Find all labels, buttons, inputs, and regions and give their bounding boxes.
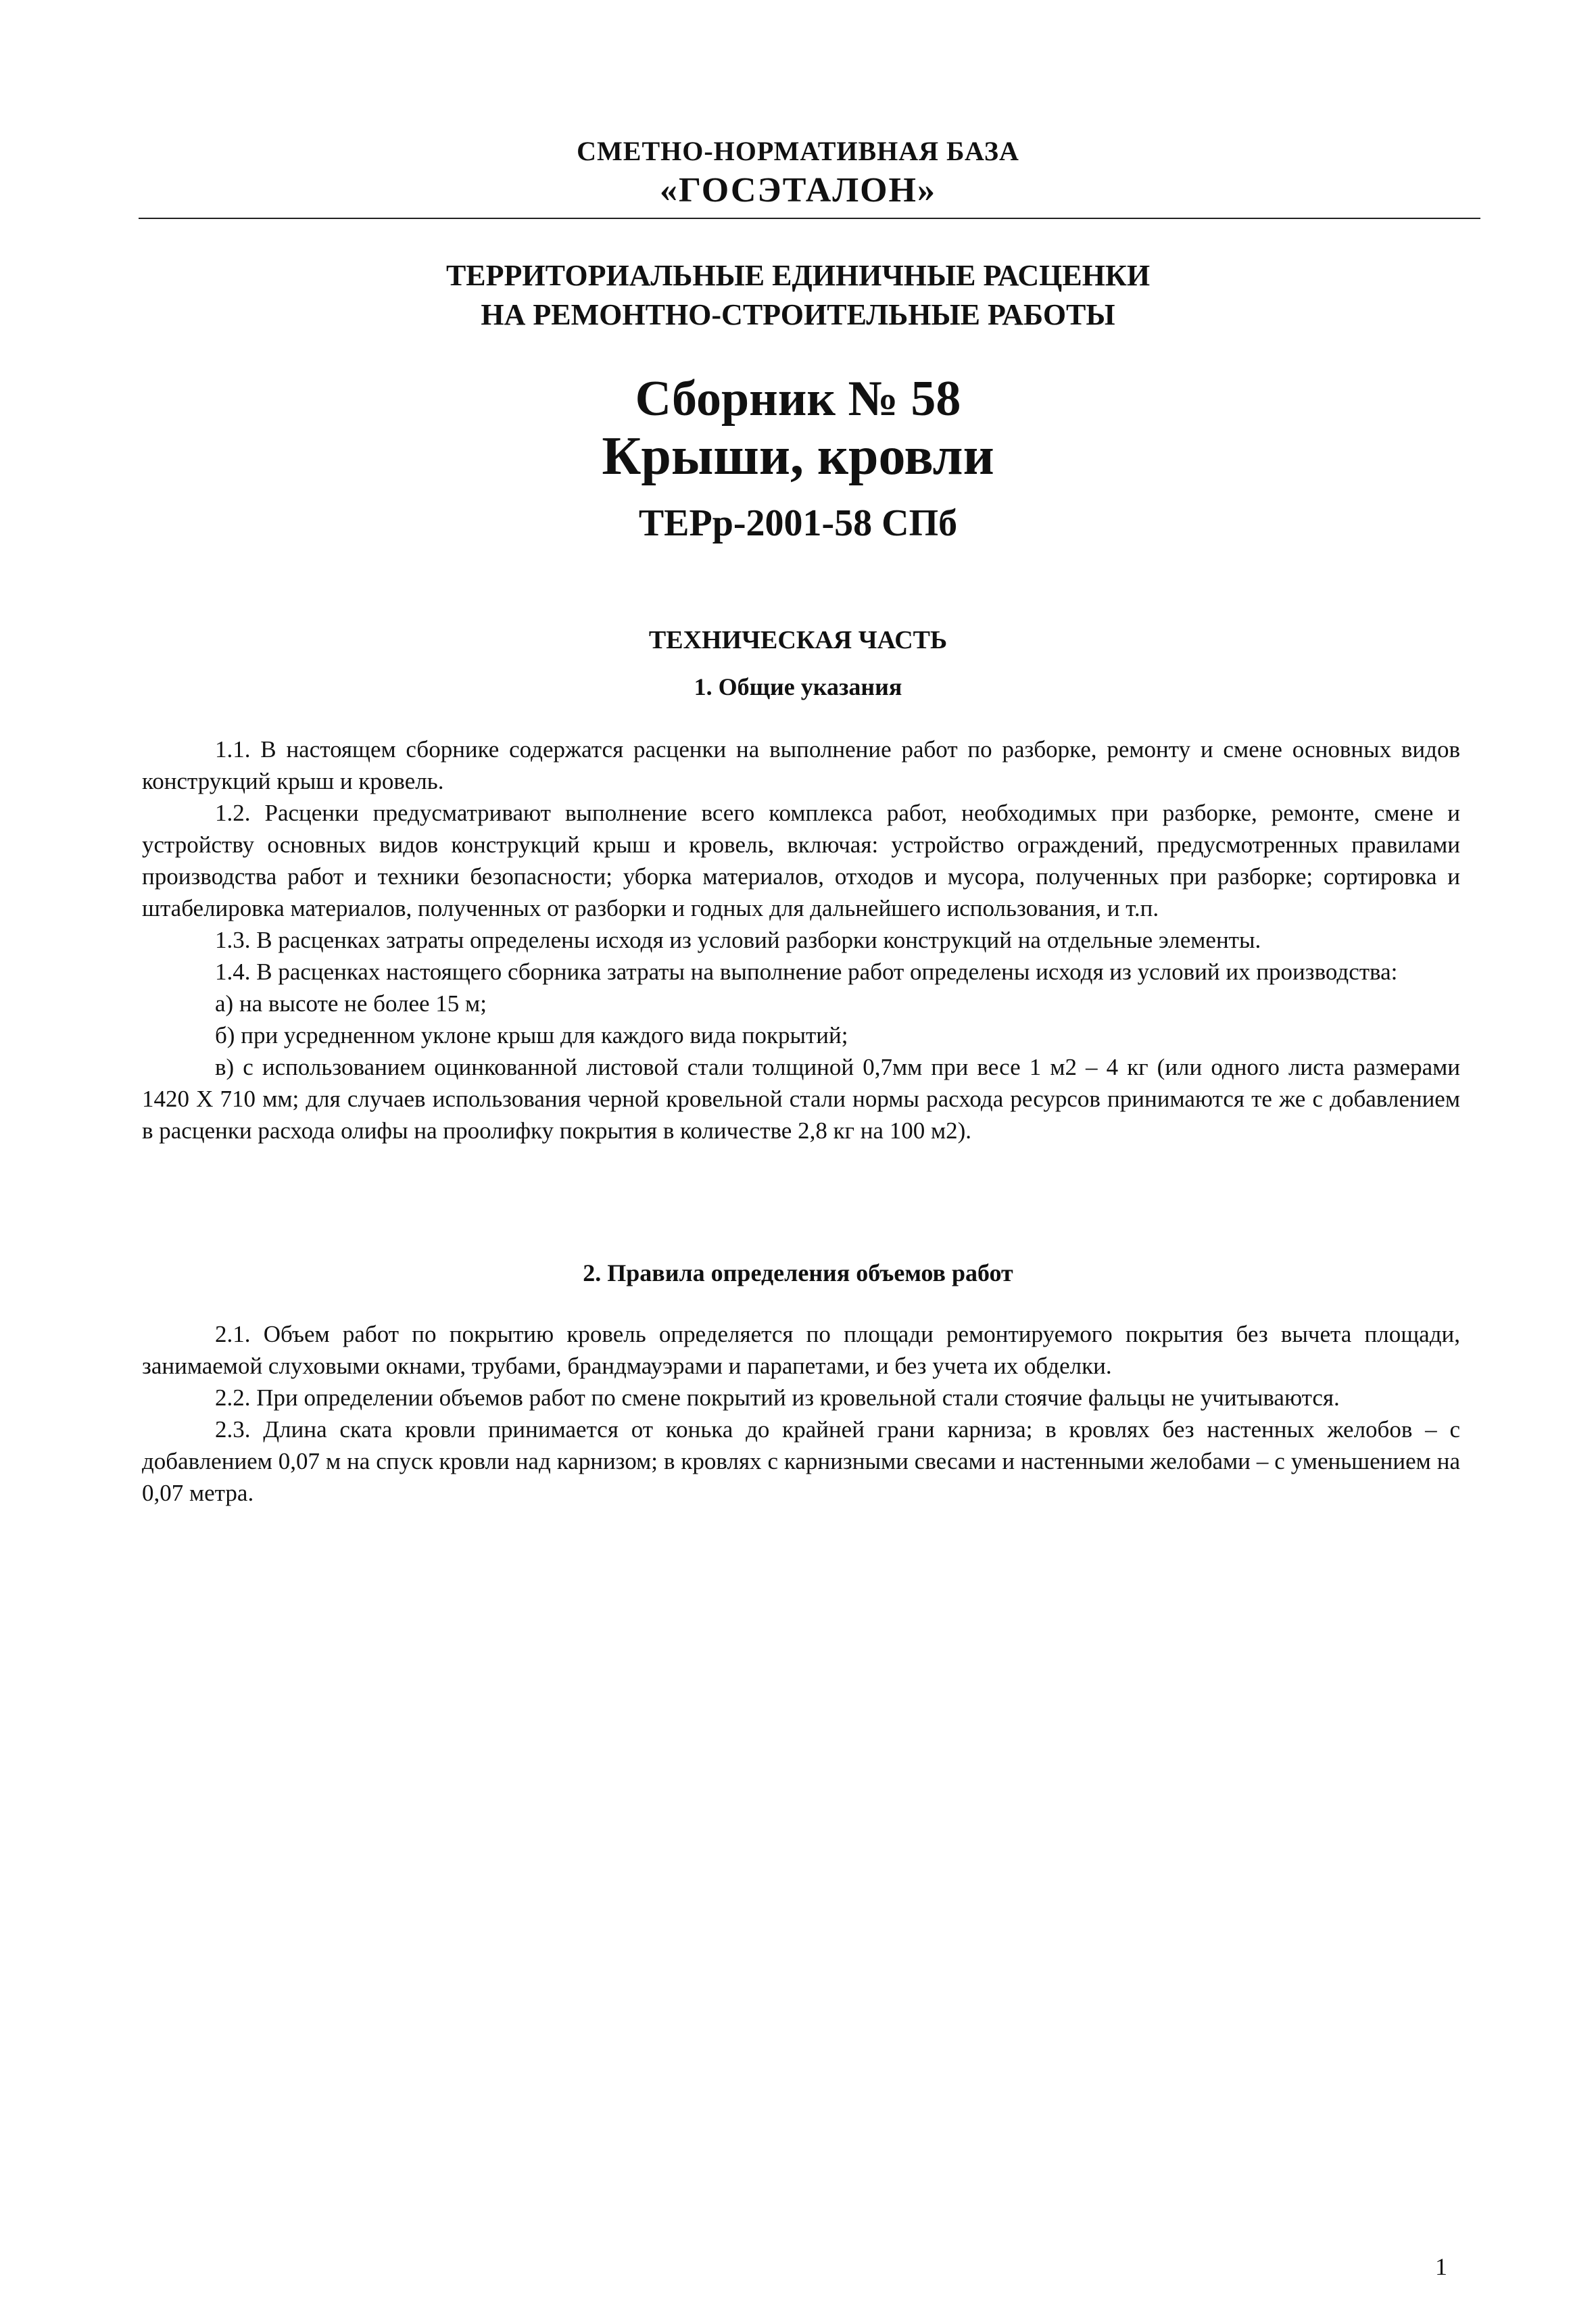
paragraph-2-1: 2.1. Объем работ по покрытию кровель определяется по площади ремонтируемого покрытия без вычета площади, занимаемой слуховыми окнами, трубами, брандмауэрами и парапетами, и без учета их обделки. <box>142 1321 1460 1379</box>
list-item-b: б) при усредненном уклоне крыш для каждого вида покрытий; <box>215 1022 848 1048</box>
collection-name: Крыши, кровли <box>602 427 994 486</box>
paragraph-1-3: 1.3. В расценках затраты определены исходя из условий разборки конструкций на отдельные элементы. <box>215 927 1261 953</box>
collection-code: ТЕРр-2001-58 СПб <box>638 502 958 544</box>
base-name: «ГОСЭТАЛОН» <box>660 171 936 210</box>
paragraph-2-3: 2.3. Длина ската кровли принимается от конька до крайней грани карниза; в кровлях без настенных желобов – с добавлением 0,07 м на спуск кровли над карнизом; в кровлях с карнизными свесами и настенными желобами – с уменьшением на 0,07 метра. <box>142 1416 1460 1506</box>
document-title-line-2: НА РЕМОНТНО-СТРОИТЕЛЬНЫЕ РАБОТЫ <box>481 298 1115 331</box>
header-divider <box>139 218 1480 219</box>
page-number: 1 <box>1435 2253 1447 2280</box>
section-1-heading: 1. Общие указания <box>694 673 902 700</box>
collection-number: Сборник № 58 <box>635 371 961 427</box>
section-1-body <box>142 733 1460 1147</box>
paragraph-1-1: 1.1. В настоящем сборнике содержатся расценки на выполнение работ по разборке, ремонту и смене основных видов конструкций крыш и кровель. <box>142 736 1460 794</box>
paragraph-2-2: 2.2. При определении объемов работ по смене покрытий из кровельной стали стоячие фальцы не учитываются. <box>215 1384 1340 1411</box>
paragraph-1-2: 1.2. Расценки предусматривают выполнение всего комплекса работ, необходимых при разборке, ремонте, смене и устройству основных видов конструкций крыш и кровель, включая: устройство ограждений, предусмотренных правилами производства работ и техники безопасности; уборка материалов, отходов и мусора, полученных при разборке; сортировка и штабелировка материалов, полученных от разборки и годных для дальнейшего использования, и т.п. <box>142 800 1460 921</box>
list-item-v: в) с использованием оцинкованной листовой стали толщиной 0,7мм при весе 1 м2 – 4 кг (или одного листа размерами 1420 X 710 мм; для случаев использования черной кровельной стали нормы расхода ресурсов принимаются те же с добавлением в расценки расхода олифы на проолифку покрытия в количестве 2,8 кг на 100 м2). <box>142 1054 1460 1144</box>
section-2-heading: 2. Правила определения объемов работ <box>583 1259 1013 1286</box>
paragraph-1-4: 1.4. В расценках настоящего сборника затраты на выполнение работ определены исходя из условий их производства: <box>215 959 1398 985</box>
technical-part-heading: ТЕХНИЧЕСКАЯ ЧАСТЬ <box>648 626 948 654</box>
document-title-line-1: ТЕРРИТОРИАЛЬНЫЕ ЕДИНИЧНЫЕ РАСЦЕНКИ <box>445 259 1151 292</box>
section-2-body <box>142 1318 1460 1509</box>
base-label: СМЕТНО-НОРМАТИВНАЯ БАЗА <box>577 136 1019 166</box>
list-item-a: а) на высоте не более 15 м; <box>215 990 487 1017</box>
